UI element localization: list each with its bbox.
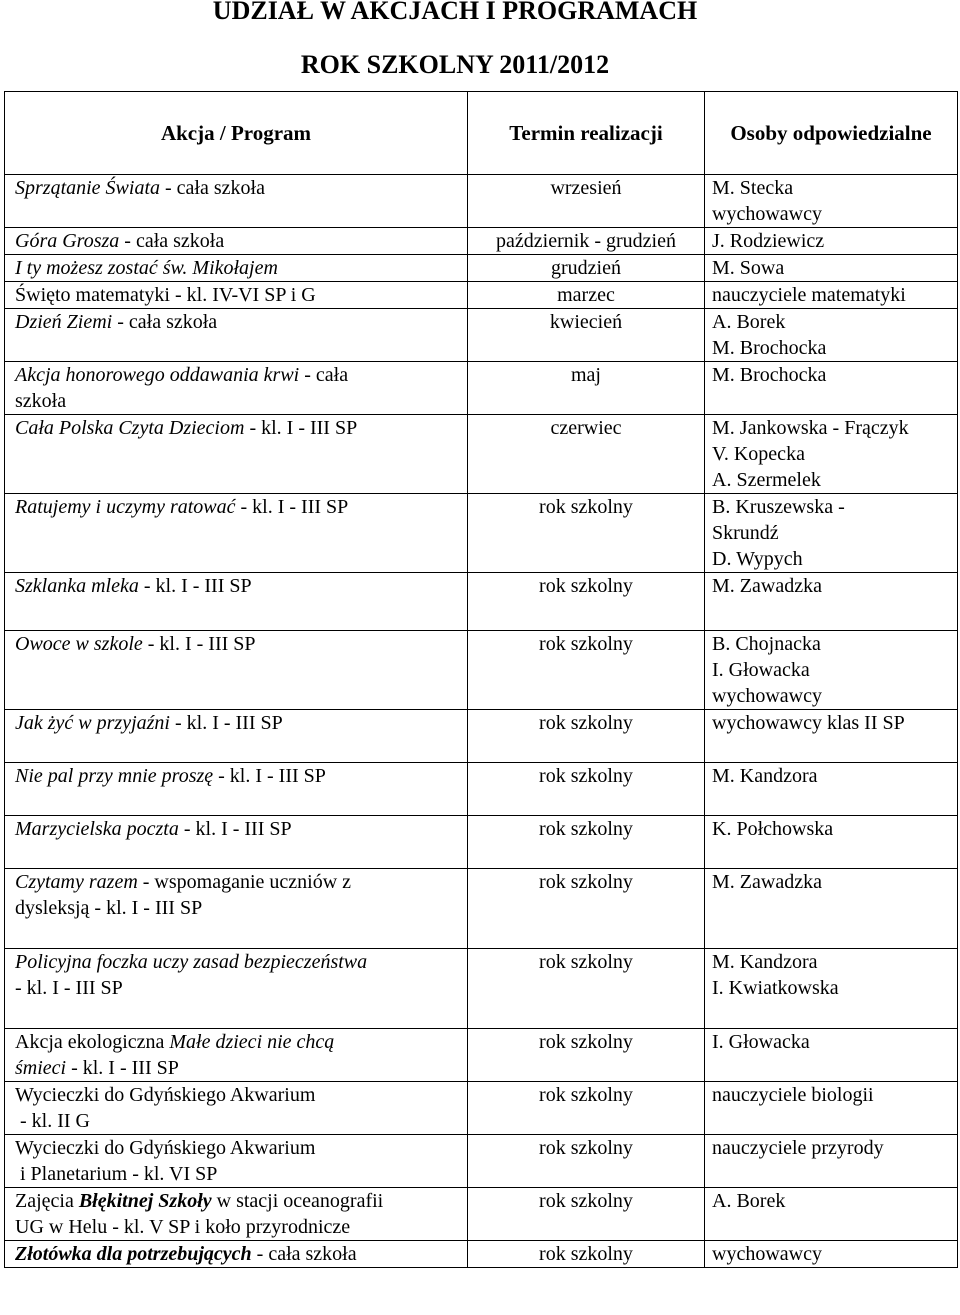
table-row xyxy=(5,949,958,1029)
action-cell: Nie pal przy mnie proszę - kl. I - III SP xyxy=(5,763,468,816)
action-cell: Zajęcia Błękitnej Szkoły w stacji oceanografii UG w Helu - kl. V SP i koło przyrodnicze xyxy=(5,1188,468,1241)
responsible-cell: I. Głowacka xyxy=(705,1029,958,1082)
responsible-cell: M. Kandzora I. Kwiatkowska xyxy=(705,949,958,1029)
responsible-cell: nauczyciele przyrody xyxy=(705,1135,958,1188)
action-cell: I ty możesz zostać św. Mikołajem xyxy=(5,255,468,282)
table-row xyxy=(5,494,958,573)
term-cell: rok szkolny xyxy=(468,763,705,816)
action-cell: Owoce w szkole - kl. I - III SP xyxy=(5,631,468,710)
action-cell: Cała Polska Czyta Dzieciom - kl. I - III SP xyxy=(5,415,468,494)
table-row xyxy=(5,573,958,631)
term-cell: rok szkolny xyxy=(468,1188,705,1241)
term-cell: październik - grudzień xyxy=(468,228,705,255)
responsible-cell: J. Rodziewicz xyxy=(705,228,958,255)
table-row xyxy=(5,362,958,415)
table-row xyxy=(5,309,958,362)
action-cell: Dzień Ziemi - cała szkoła xyxy=(5,309,468,362)
action-cell: Ratujemy i uczymy ratować - kl. I - III SP xyxy=(5,494,468,573)
term-cell: rok szkolny xyxy=(468,816,705,869)
action-cell: Sprzątanie Świata - cała szkoła xyxy=(5,175,468,228)
action-cell: Wycieczki do Gdyńskiego Akwarium i Planetarium - kl. VI SP xyxy=(5,1135,468,1188)
term-cell: rok szkolny xyxy=(468,494,705,573)
responsible-cell: M. Brochocka xyxy=(705,362,958,415)
action-cell: Wycieczki do Gdyńskiego Akwarium - kl. II G xyxy=(5,1082,468,1135)
term-cell: rok szkolny xyxy=(468,1135,705,1188)
responsible-cell: K. Połchowska xyxy=(705,816,958,869)
responsible-cell: nauczyciele biologii xyxy=(705,1082,958,1135)
action-cell: Szklanka mleka - kl. I - III SP xyxy=(5,573,468,631)
table-row xyxy=(5,228,958,255)
term-cell: rok szkolny xyxy=(468,1241,705,1268)
term-cell: rok szkolny xyxy=(468,869,705,949)
action-cell: Złotówka dla potrzebujących - cała szkoła xyxy=(5,1241,468,1268)
table-row xyxy=(5,1188,958,1241)
table-row xyxy=(5,631,958,710)
header-term: Termin realizacji xyxy=(468,92,705,175)
responsible-cell: A. Borek xyxy=(705,1188,958,1241)
responsible-cell: wychowawcy xyxy=(705,1241,958,1268)
table-row xyxy=(5,415,958,494)
action-cell: Góra Grosza - cała szkoła xyxy=(5,228,468,255)
responsible-cell: A. Borek M. Brochocka xyxy=(705,309,958,362)
responsible-cell: B. Kruszewska - Skrundź D. Wypych xyxy=(705,494,958,573)
action-cell: Akcja ekologiczna Małe dzieci nie chcą śmieci - kl. I - III SP xyxy=(5,1029,468,1082)
header-action: Akcja / Program xyxy=(5,92,468,175)
action-cell: Czytamy razem - wspomaganie uczniów z dysleksją - kl. I - III SP xyxy=(5,869,468,949)
term-cell: rok szkolny xyxy=(468,710,705,763)
responsible-cell: wychowawcy klas II SP xyxy=(705,710,958,763)
table-row xyxy=(5,816,958,869)
page-subtitle: ROK SZKOLNY 2011/2012 xyxy=(300,50,610,79)
responsible-cell: M. Zawadzka xyxy=(705,869,958,949)
table-row xyxy=(5,763,958,816)
responsible-cell: M. Sowa xyxy=(705,255,958,282)
table-row xyxy=(5,1029,958,1082)
responsible-cell: M. Stecka wychowawcy xyxy=(705,175,958,228)
term-cell: maj xyxy=(468,362,705,415)
action-cell: Policyjna foczka uczy zasad bezpieczeństwa - kl. I - III SP xyxy=(5,949,468,1029)
term-cell: rok szkolny xyxy=(468,573,705,631)
table-row xyxy=(5,710,958,763)
table-row xyxy=(5,1082,958,1135)
term-cell: czerwiec xyxy=(468,415,705,494)
page-title: UDZIAŁ W AKCJACH I PROGRAMACH xyxy=(212,0,698,25)
term-cell: rok szkolny xyxy=(468,631,705,710)
table-row xyxy=(5,1241,958,1268)
action-cell: Święto matematyki - kl. IV-VI SP i G xyxy=(5,282,468,309)
responsible-cell: nauczyciele matematyki xyxy=(705,282,958,309)
responsible-cell: M. Zawadzka xyxy=(705,573,958,631)
action-cell: Jak żyć w przyjaźni - kl. I - III SP xyxy=(5,710,468,763)
header-responsible: Osoby odpowiedzialne xyxy=(705,92,958,175)
responsible-cell: B. Chojnacka I. Głowacka wychowawcy xyxy=(705,631,958,710)
table-row xyxy=(5,175,958,228)
term-cell: rok szkolny xyxy=(468,1029,705,1082)
term-cell: marzec xyxy=(468,282,705,309)
table-row xyxy=(5,282,958,309)
table-row xyxy=(5,255,958,282)
action-cell: Marzycielska poczta - kl. I - III SP xyxy=(5,816,468,869)
table-header-row xyxy=(5,92,958,175)
responsible-cell: M. Jankowska - Frączyk V. Kopecka A. Szermelek xyxy=(705,415,958,494)
term-cell: rok szkolny xyxy=(468,949,705,1029)
responsible-cell: M. Kandzora xyxy=(705,763,958,816)
action-cell: Akcja honorowego oddawania krwi - cała szkoła xyxy=(5,362,468,415)
term-cell: wrzesień xyxy=(468,175,705,228)
term-cell: rok szkolny xyxy=(468,1082,705,1135)
term-cell: grudzień xyxy=(468,255,705,282)
term-cell: kwiecień xyxy=(468,309,705,362)
table-row xyxy=(5,869,958,949)
programs-table xyxy=(4,91,958,1268)
table-row xyxy=(5,1135,958,1188)
